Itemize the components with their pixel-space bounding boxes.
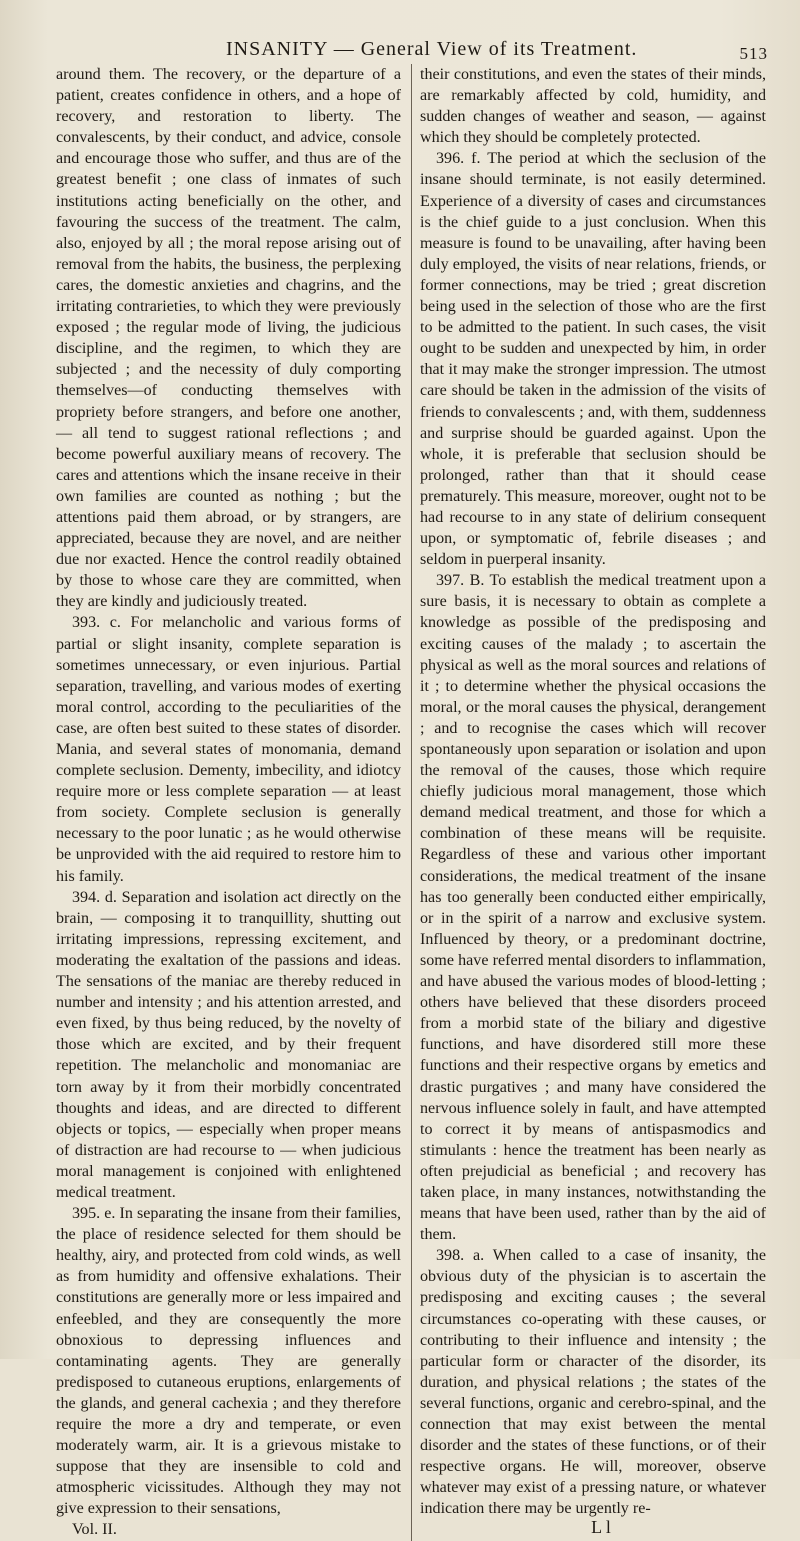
page-number: 513 — [739, 44, 768, 63]
paragraph: around them. The recovery, or the departure of a patient, creates confidence in others, and a hope of recovery, and restoration to liberty. The convalescents, by their conduct, and advice, console and encourage those who suffer, and thus are of the greatest benefit ; one class of inmates of such institutions acting beneficially on the other, and favouring the success of the treatment. The calm, also, enjoyed by all ; the moral repose arising out of removal from the habits, the business, the perplexing cares, the domestic anxieties and chagrins, and the irritating contrarieties, to which they were previously exposed ; the regular mode of living, the judicious discipline, and the regimen, to which they are subjected ; and the necessity of duly comporting themselves—of conducting themselves with propriety before strangers, and before one another, — all tend to suggest rational reflections ; and become powerful auxiliary means of recovery. The cares and attentions which the insane receive in their own families are counted as nothing ; but the attentions paid them abroad, or by strangers, are appreciated, because they are novel, and are neither due nor exacted. Hence the control readily obtained by those to whose care they are committed, when they are kindly and judiciously treated. — [56, 66, 401, 611]
paragraph-396: 396. f. The period at which the seclusion of the insane should terminate, is not easily determined. Experience of a diversity of cases and circumstances is the chief guide to a just conclusion. When this measure is found to be unavailing, after having been duly employed, the visits of near relations, friends, or former connections, may be tried ; great discretion being used in the selection of those who are the first to be admitted to the patient. In such cases, the visit ought to be sudden and unexpected by him, in order that it may make the stronger impression. The utmost care should be taken in the admission of the visits of friends to convalescents ; and, with them, suddenness and surprise should be guarded against. Upon the whole, it is preferable that seclusion should be prolonged, rather than that it should cease prematurely. This measure, moreover, ought not to be had recourse to in any state of delirium consequent upon, or symptomatic of, febrile diseases ; and seldom in puerperal insanity. — [420, 150, 766, 569]
volume-signature: Vol. II. — [72, 1521, 117, 1539]
running-title: INSANITY — General View of its Treatment. — [226, 38, 638, 60]
running-head — [56, 30, 772, 63]
signature-mark: L l — [591, 1517, 611, 1538]
paragraph-395: 395. e. In separating the insane from their families, the place of residence selected for them should be healthy, airy, and protected from cold winds, as well as from humidity and offensive exhalations. Their constitutions are generally more or less impaired and enfeebled, and they are consequently the more obnoxious to depressing influences and contaminating agents. They are generally predisposed to cutaneous eruptions, enlargements of the glands, and general cachexia ; and they therefore require the more a dry and temperate, or even moderately warm, air. It is a grievous mistake to suppose that they are insensible to cold and atmospheric vicissitudes. Although they may not give expression to their sensations, — [56, 1205, 401, 1518]
paragraph-393: 393. c. For melancholic and various forms of partial or slight insanity, complete separation is sometimes unnecessary, or even injurious. Partial separation, travelling, and various modes of exerting moral control, according to the peculiarities of the case, are often best suited to these states of disorder. Mania, and several states of monomania, demand complete seclusion. Dementy, imbecility, and idiotcy require more or less complete separation — at least from society. Complete seclusion is generally necessary to the poor lunatic ; as he would otherwise be unprovided with the aid required to restore him to his family. — [56, 614, 401, 885]
paragraph: their constitutions, and even the states of their minds, are remarkably affected by cold, humidity, and sudden changes of weather and season, — against which they should be completely protected. — [420, 66, 766, 147]
paragraph-397: 397. B. To establish the medical treatment upon a sure basis, it is necessary to obtain as complete a knowledge as possible of the predisposing and exciting causes of the malady ; to ascertain the physical as well as the moral sources and relations of it ; to determine whether the physical occasions the moral, or the moral causes the physical, derangement ; and to recognise the cases which will recover spontaneously upon separation or isolation and upon the removal of the causes, those which require chiefly judicious moral management, those which demand medical treatment, and those for which a combination of these means will be requisite. Regardless of these and various other important considerations, the medical treatment of the insane has too generally been conducted either empirically, or in the spirit of a narrow and exclusive system. Influenced by theory, or a predominant doctrine, some have referred mental disorders to inflammation, and have abused the various modes of blood-letting ; others have believed that these disorders proceed from a morbid state of the biliary and digestive functions, and have disordered still more these functions and their respective organs by emetics and drastic purgatives ; and many have considered the nervous influence solely in fault, and have attempted to correct it by means of antispasmodics and stimulants : hence the treatment has been nearly as often prejudicial as beneficial ; and recovery has taken place, in many instances, notwithstanding the means that have been used, rather than by the aid of them. — [420, 572, 766, 1244]
text-columns — [56, 64, 772, 1541]
right-column — [411, 64, 766, 1541]
paragraph-394: 394. d. Separation and isolation act directly on the brain, — composing it to tranquillity, shutting out irritating impressions, repressing excitement, and moderating the exaltation of the passions and ideas. The sensations of the maniac are thereby reduced in number and intensity ; and his attention arrested, and even fixed, by thus being reduced, by the novelty of those which are excited, and by their frequent repetition. The melancholic and monomaniac are torn away by it from their morbidly concentrated thoughts and ideas, and are directed to different objects or topics, — especially when proper means of distraction are had recourse to — when judicious moral management is conjoined with enlightened medical treatment. — [56, 888, 401, 1201]
paragraph-398: 398. a. When called to a case of insanity, the obvious duty of the physician is to ascertain the predisposing and exciting causes ; the several circumstances co-operating with these causes, or contributing to their influence and intensity ; the particular form or character of the disorder, its duration, and physical relations ; the states of the several functions, organic and cerebro-spinal, and the connection that may exist between the mental disorder and the states of these functions, or of their respective organs. He will, moreover, observe whatever may exist of a pressing nature, or whatever indication there may be urgently re- — [420, 1247, 766, 1518]
left-column — [56, 64, 411, 1541]
